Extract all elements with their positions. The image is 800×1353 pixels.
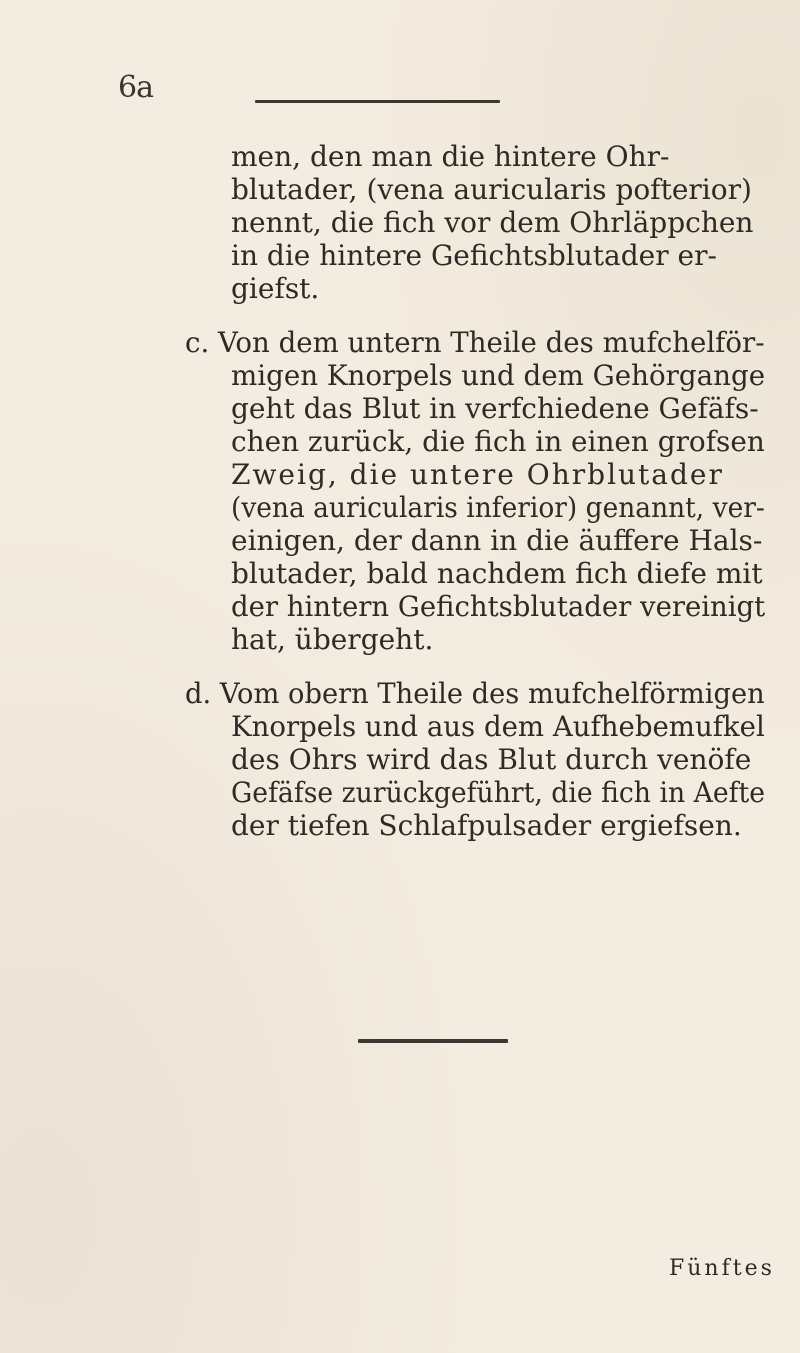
para-c-line-3: geht das Blut in verfchiedene Gefäfs- (231, 392, 759, 425)
para-c-line-1: c. Von dem untern Theile des mufchelför- (185, 326, 765, 359)
intro-line-5: giefst. (231, 272, 320, 305)
intro-line-4: in die hintere Gefichtsblutader er- (231, 239, 717, 272)
para-c-line-10: hat, übergeht. (231, 623, 434, 656)
footer-rule (358, 1039, 508, 1043)
header-rule (255, 100, 500, 103)
para-d-line-2: Knorpels und aus dem Aufhebemufkel (231, 710, 765, 743)
para-d-line-3: des Ohrs wird das Blut durch venöfe (231, 743, 752, 776)
para-d-line-4: Gefäfse zurückgeführt, die fich in Aefte (231, 776, 765, 809)
para-c-line-6: (vena auricularis inferior) genannt, ver- (231, 491, 765, 524)
para-c-line-8: blutader, bald nachdem fich diefe mit (231, 557, 763, 590)
para-c-line-9: der hintern Gefichtsblutader vereinigt (231, 590, 766, 623)
intro-line-2: blutader, (vena auricularis pofterior) (231, 173, 752, 206)
para-d-line-1: d. Vom obern Theile des mufchelförmigen (185, 677, 765, 710)
para-c-line-5: Zweig, die untere Ohrblutader (231, 458, 724, 491)
intro-line-3: nennt, die fich vor dem Ohrläppchen (231, 206, 754, 239)
para-c-line-7: einigen, der dann in die äuffere Hals- (231, 524, 763, 557)
para-c-line-2: migen Knorpels und dem Gehörgange (231, 359, 766, 392)
para-d-line-5: der tiefen Schlafpulsader ergiefsen. (231, 809, 742, 842)
intro-line-1: men, den man die hintere Ohr- (231, 140, 670, 173)
page-number: 6a (118, 70, 153, 105)
para-c-line-4: chen zurück, die fich in einen grofsen (231, 425, 765, 458)
catchword: Fünftes (669, 1256, 775, 1281)
